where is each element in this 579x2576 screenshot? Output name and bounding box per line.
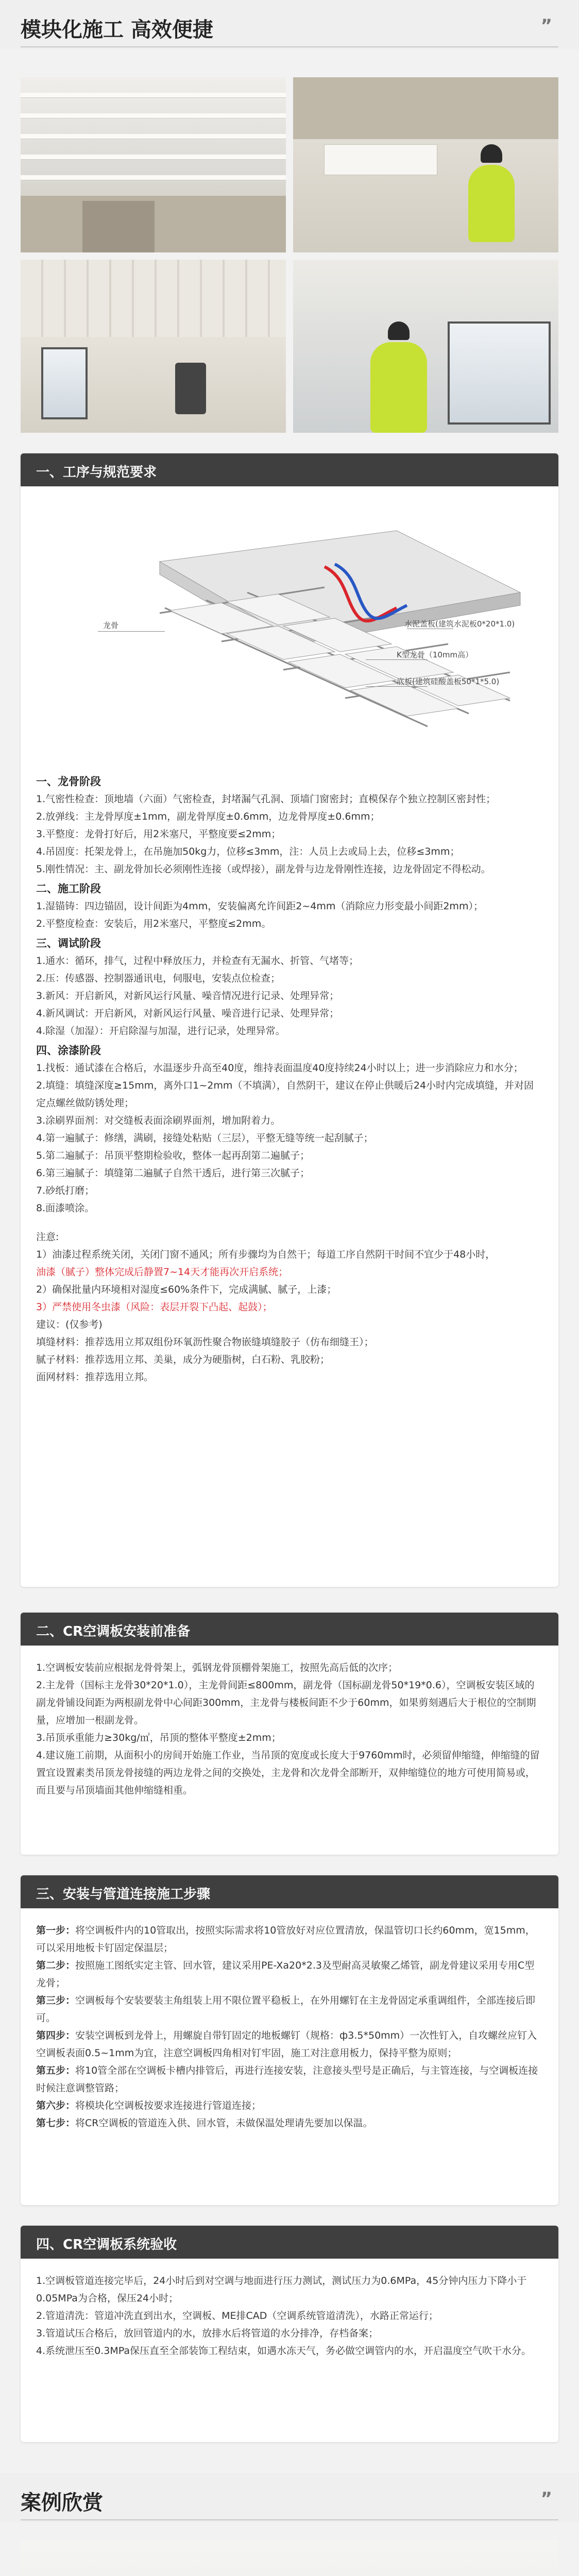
install-step: 第一步：将空调板件内的10管取出，按照实际需求将10管放好对应位置清放，保温管切口长约60mm，宽15mm，可以采用地板卡钉固定保温层； (36, 1925, 535, 1954)
advice-title: 建议：(仅参考) (36, 1319, 103, 1330)
install-step: 第六步：将模块化空调板按要求连接进行管道连接； (36, 2100, 262, 2111)
quote-icon: ” (540, 2488, 553, 2509)
case-aerial-houses (21, 2540, 558, 2576)
panel-exploded-view (36, 505, 543, 762)
stage3-title: 三、调试阶段 (36, 937, 101, 950)
prep-item: 2.主龙骨（国标主龙骨30*20*1.0），主龙骨间距≤800mm，副龙骨（国标副龙骨50*19*0.6），空调板安装区域的副龙骨铺设间距为两根副龙骨中心间距300mm，主龙骨与楼板间距不少于60mm，如果剪刻遇后大于根位的空制期量，应增加一根副龙骨。 (36, 1680, 536, 1726)
stage4-item: 2.填缝：填缝深度≥15mm，离外口1~2mm（不填满），自然阴干，建议在停止供暖后24小时内完成填缝，并对固定点螺丝做防锈处理； (36, 1080, 534, 1109)
stage1-item: 5.刚性情况：主、副龙骨加长必须刚性连接（或焊接），副龙骨与边龙骨刚性连接，边龙骨固定不得松动。 (36, 863, 491, 875)
prep-item: 3.吊顶承重能力≥30kg/㎡，吊顶的整体平整度±2mm； (36, 1732, 281, 1743)
note-item: 1）油漆过程系统关闭，关闭门窗不通风；所有步骤均为自然干；每道工序自然阴干时间不宜少于48小时， (36, 1249, 496, 1260)
acceptance-item: 2.管道清洗：管道冲洗直到出水，空调板、ME排CAD（空调系统管道清洗），水路正常运行； (36, 2310, 438, 2321)
card-title: 三、安装与管道连接施工步骤 (21, 1875, 558, 1908)
prep-item: 4.建议施工前期，从面积小的房间开始施工作业，当吊顶的宽度或长度大于9760mm时，必须留伸缩缝，伸缩缝的留置宜设置素类吊顶龙骨接缝的两边龙骨之间的交换处，主龙骨和次龙骨全部断开，双伸缩缝位的地方可使用简易或，而且要与吊顶墙面其他伸缩缝相重。 (36, 1750, 540, 1796)
advice-item: 面网材料：推荐选用立邦。 (36, 1371, 154, 1383)
stage2-item: 2.平整度检查：安装后，用2米塞尺，平整度≤2mm。 (36, 918, 271, 929)
stage2-item: 1.湿锚铸：四边锚固，设计间距为4mm，安装偏离允许间距2~4mm（消除应力形变最小间距2mm）； (36, 901, 483, 912)
photo-ceiling-hall (21, 77, 286, 252)
label-top-board: 水泥盖板(建筑水泥板0*20*1.0) (404, 619, 515, 629)
stage4-title: 四、涂漆阶段 (36, 1044, 101, 1057)
photo-installation-room (21, 260, 286, 433)
acceptance-item: 3.管道试压合格后，放回管道内的水，放排水后将管道的水分排净，存档备案； (36, 2328, 379, 2339)
section-header-cases (0, 2473, 579, 2522)
stage1-item: 2.放弹线：主龙骨厚度±1mm，副龙骨厚度±0.6mm，边龙骨厚度±0.6mm； (36, 811, 380, 822)
prep-item: 1.空调板安装前应根据龙骨骨架上，弧钢龙骨顶棚骨架施工，按照先高后低的次序； (36, 1662, 398, 1673)
card-preparation (21, 1613, 558, 1855)
stage3-item: 2.压：传感器、控制器通讯电，伺服电，安装点位检查； (36, 973, 281, 984)
install-step: 第五步：将10管全部在空调板卡槽内排管后，再进行连接安装，注意接头型号是正确后，与主管连接，与空调板连接时候注意调整管路； (36, 2065, 538, 2094)
note-item-warning: 3）严禁使用冬虫漆（风险：表层开裂下凸起、起鼓）； (36, 1301, 273, 1313)
stage4-item: 5.第二遍腻子：吊顶平整期检验收，整体一起再刮第二遍腻子； (36, 1150, 310, 1161)
install-step: 第二步：按照施工图纸实定主管、回水管，建议采用PE-Xa20*2.3及型耐高灵敏聚乙烯管，副龙骨建议采用专用C型龙骨； (36, 1960, 535, 1989)
stage4-item: 1.找板：通试漆在合格后，水温逐步升高至40度，维持表面温度40度持续24小时以上；进一步消除应力和水分； (36, 1062, 523, 1074)
acceptance-item: 4.系统泄压至0.3MPa保压直至全部装饰工程结束，如遇水冻天气，务必做空调管内的水，开启温度空气吹干水分。 (36, 2345, 531, 2357)
label-bottom-board: 底板(建筑硅酸盖板50*1*5.0) (397, 677, 500, 686)
panel-diagram (36, 505, 543, 762)
construction-photos (21, 77, 558, 433)
stage1-item: 1.气密性检查：顶地墙（六面）气密检查，封堵漏气孔洞、顶墙门窗密封；直模保存个独立控制区密封性； (36, 793, 496, 805)
card-title: 一、工序与规范要求 (21, 453, 558, 486)
photo-worker-ceiling (293, 77, 558, 252)
acceptance-item: 1.空调板管道连接完毕后，24小时后到对空调与地面进行压力测试，测试压力为0.6MPa，45分钟内压力下降小于0.05MPa为合格，保压24小时； (36, 2275, 527, 2304)
install-step: 第七步：将CR空调板的管道连入供、回水管，未做保温处理请先要加以保温。 (36, 2117, 373, 2129)
stage3-item: 4.除湿（加湿）：开启除湿与加湿，进行记录，处理异常。 (36, 1025, 285, 1037)
stage3-item: 1.通水：循环，排气，过程中释放压力，并检查有无漏水、折管、气堵等； (36, 955, 359, 967)
card-acceptance (21, 2226, 558, 2442)
install-step: 第四步：安装空调板到龙骨上，用螺旋自带钉固定的地板螺钉（规格：ф3.5*50mm）一次性钉入，自攻螺丝应钉入空调板表面0.5~1mm为宜，注意空调板四角相对钉牢固，施工对注意用板力，保持平整为原则； (36, 2030, 537, 2059)
houses-illustration (21, 2540, 558, 2576)
stage1-item: 4.吊固度：托架龙骨上，在吊施加50kg力，位移≤3mm，注：人员上去或局上去，位移≤3mm； (36, 846, 460, 857)
stage3-item: 4.新风调试：开启新风，对新风运行风量、噪音进行记录、处理异常； (36, 1008, 339, 1019)
stage4-item: 7.砂纸打磨； (36, 1185, 95, 1196)
card-installation-steps (21, 1875, 558, 2205)
install-step: 第三步：空调板每个安装要装主角组装上用不限位置平稳板上，在外用螺钉在主龙骨固定承重调组件，全部连接后即可。 (36, 1995, 536, 2024)
note-title: 注意: (36, 1231, 59, 1243)
card-process-requirements (21, 453, 558, 1587)
label-k-profile: K型龙骨（10mm高） (397, 650, 473, 659)
photo-worker-panel (293, 260, 558, 433)
section-header-construction (0, 0, 579, 49)
stage4-item: 4.第一遍腻子：修缮，满刷，接缝处粘贴（三层），平整无缝等统一起刮腻子； (36, 1132, 373, 1144)
note-item-highlight: 油漆（腻子）整体完成后静置7~14天才能再次开启系统； (36, 1266, 288, 1278)
advice-item: 填缝材料：推荐选用立邦双组份环氧沥性聚合物嵌缝填缝胶子（仿布细缝王）； (36, 1336, 374, 1348)
note-item: 2）确保批量内环境相对湿度≤60%条件下，完成满腻、腻子，上漆； (36, 1284, 337, 1295)
stage4-item: 6.第三遍腻子：填缝第二遍腻子自然干透后，进行第三次腻子； (36, 1167, 310, 1179)
divider (21, 46, 558, 47)
stage4-item: 8.面漆喷涂。 (36, 1202, 95, 1214)
card-title: 四、CR空调板系统验收 (21, 2226, 558, 2259)
advice-item: 腻子材料：推荐选用立邦、美巢，成分为硬脂树，白石粉、乳胶粉； (36, 1354, 330, 1365)
section-title: 案例欣赏 (21, 2491, 103, 2515)
stage4-item: 3.涂刷界面剂：对交缝板表面涂刷界面剂，增加附着力。 (36, 1115, 281, 1126)
stage3-item: 3.新风：开启新风，对新风运行风量、噪音情况进行记录、处理异常； (36, 990, 339, 1002)
label-keel: 龙骨 (103, 621, 119, 630)
section-title: 模块化施工 高效便捷 (21, 18, 213, 42)
stage1-item: 3.平整度：龙骨打好后，用2米塞尺，平整度要≤2mm； (36, 828, 281, 840)
quote-icon: ” (540, 15, 553, 36)
divider (21, 2519, 558, 2520)
stage1-title: 一、龙骨阶段 (36, 775, 101, 788)
card-title: 二、CR空调板安装前准备 (21, 1613, 558, 1646)
stage2-title: 二、施工阶段 (36, 883, 101, 895)
